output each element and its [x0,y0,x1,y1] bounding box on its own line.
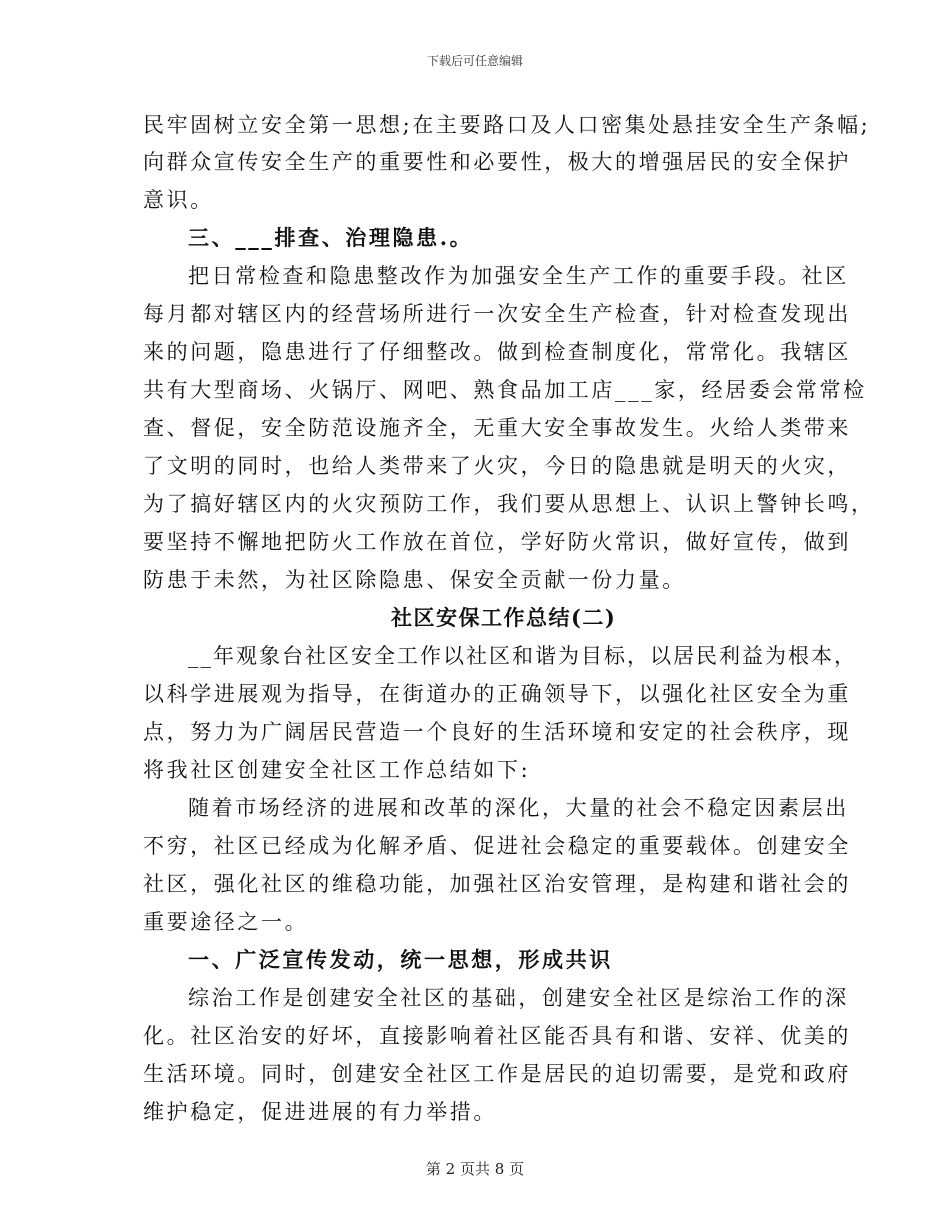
body-line: 以科学进展观为指导，在街道办的正确领导下，以强化社区安全为重 [143,682,851,706]
section-heading: 一、广泛宣传发动，统一思想，形成共识 [188,947,613,972]
document-title: 社区安保工作总结(二) [391,605,617,630]
body-line: 重要途径之一。 [143,910,309,934]
body-line: 社区，强化社区的维稳功能，加强社区治安管理，是构建和谐社会的 [143,872,851,896]
body-line: 查、督促，安全防范设施齐全，无重大安全事故发生。火给人类带来 [143,416,851,440]
paragraph-first-line: 综治工作是创建安全社区的基础，创建安全社区是综治工作的深 [188,986,849,1010]
body-line: 共有大型商场、火锅厅、网吧、熟食品加工店___家，经居委会常常检 [143,378,867,402]
paragraph-first-line: 把日常检查和隐患整改作为加强安全生产工作的重要手段。社区 [188,264,849,288]
paragraph-first-line: 随着市场经济的进展和改革的深化，大量的社会不稳定因素层出 [188,796,849,820]
body-line: 维护稳定，促进进展的有力举措。 [143,1100,497,1124]
body-line: 化。社区治安的好坏，直接影响着社区能否具有和谐、安祥、优美的 [143,1024,851,1048]
body-line: 要坚持不懈地把防火工作放在首位，学好防火常识，做好宣传，做到 [143,530,851,554]
body-line: 民牢固树立安全第一思想;在主要路口及人口密集处悬挂安全生产条幅; [143,113,871,137]
page-footer: 第 2 页共 8 页 [425,1160,525,1178]
body-line: 生活环境。同时，创建安全社区工作是居民的迫切需要，是党和政府 [143,1062,851,1086]
body-line: 将我社区创建安全社区工作总结如下: [143,758,531,782]
body-line: 意识。 [143,188,214,212]
body-line: 来的问题，隐患进行了仔细整改。做到检查制度化，常常化。我辖区 [143,340,851,364]
page-header: 下载后可任意编辑 [426,54,523,68]
body-line: 点，努力为广阔居民营造一个良好的生活环境和安定的社会秩序，现 [143,720,851,744]
body-line: 了文明的同时，也给人类带来了火灾，今日的隐患就是明天的火灾， [143,454,851,478]
paragraph-first-line: __年观象台社区安全工作以社区和谐为目标，以居民利益为根本， [188,644,857,668]
body-line: 向群众宣传安全生产的重要性和必要性，极大的增强居民的安全保护 [143,150,851,174]
body-line: 不穷，社区已经成为化解矛盾、促进社会稳定的重要载体。创建安全 [143,834,851,858]
section-heading: 三、___排查、治理隐患.。 [188,225,474,250]
body-line: 为了搞好辖区内的火灾预防工作，我们要从思想上、认识上警钟长鸣， [143,492,875,516]
body-line: 每月都对辖区内的经营场所进行一次安全生产检查，针对检查发现出 [143,302,851,326]
body-line: 防患于未然，为社区除隐患、保安全贡献一份力量。 [143,568,686,592]
